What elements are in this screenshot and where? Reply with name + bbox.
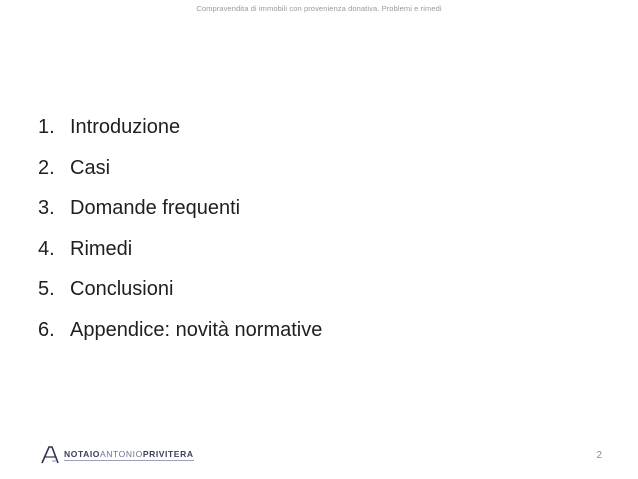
agenda-item-rimedi: [38, 238, 322, 279]
logo-word-privitera: PRIVITERA: [142, 449, 194, 459]
agenda-item-label: Rimedi: [70, 237, 133, 260]
agenda-item-introduzione: [38, 116, 322, 157]
footer-logo: [40, 445, 194, 465]
logo-word-notaio: NOTAIO: [64, 449, 101, 459]
agenda-item-casi: [38, 157, 322, 198]
agenda-item-appendice: [38, 319, 322, 360]
agenda-item-number: 6.: [38, 318, 55, 341]
slide-header-title: Compravendita di immobili con provenienza donativa. Problemi e rimedi: [196, 4, 442, 13]
agenda-item-label: Introduzione: [70, 116, 181, 138]
agenda-list: [38, 116, 322, 359]
logo-word-antonio: ANTONIO: [100, 449, 143, 459]
agenda-item-number: 5.: [38, 278, 55, 300]
agenda-item-label: Casi: [70, 156, 111, 179]
agenda-item-conclusioni: [38, 278, 322, 319]
notary-logo-icon: [40, 445, 60, 465]
agenda-item-label: Domande frequenti: [70, 197, 241, 219]
agenda-item-domande-frequenti: [38, 197, 322, 238]
agenda-item-label: Conclusioni: [70, 278, 174, 300]
agenda-item-label: Appendice: novità normative: [70, 318, 323, 341]
agenda-item-number: 3.: [38, 197, 55, 219]
logo-wordmark: [64, 449, 194, 461]
agenda-item-number: 4.: [38, 237, 55, 260]
agenda-item-number: 2.: [38, 156, 55, 179]
agenda-item-number: 1.: [38, 116, 55, 138]
page-number: 2: [596, 450, 602, 461]
